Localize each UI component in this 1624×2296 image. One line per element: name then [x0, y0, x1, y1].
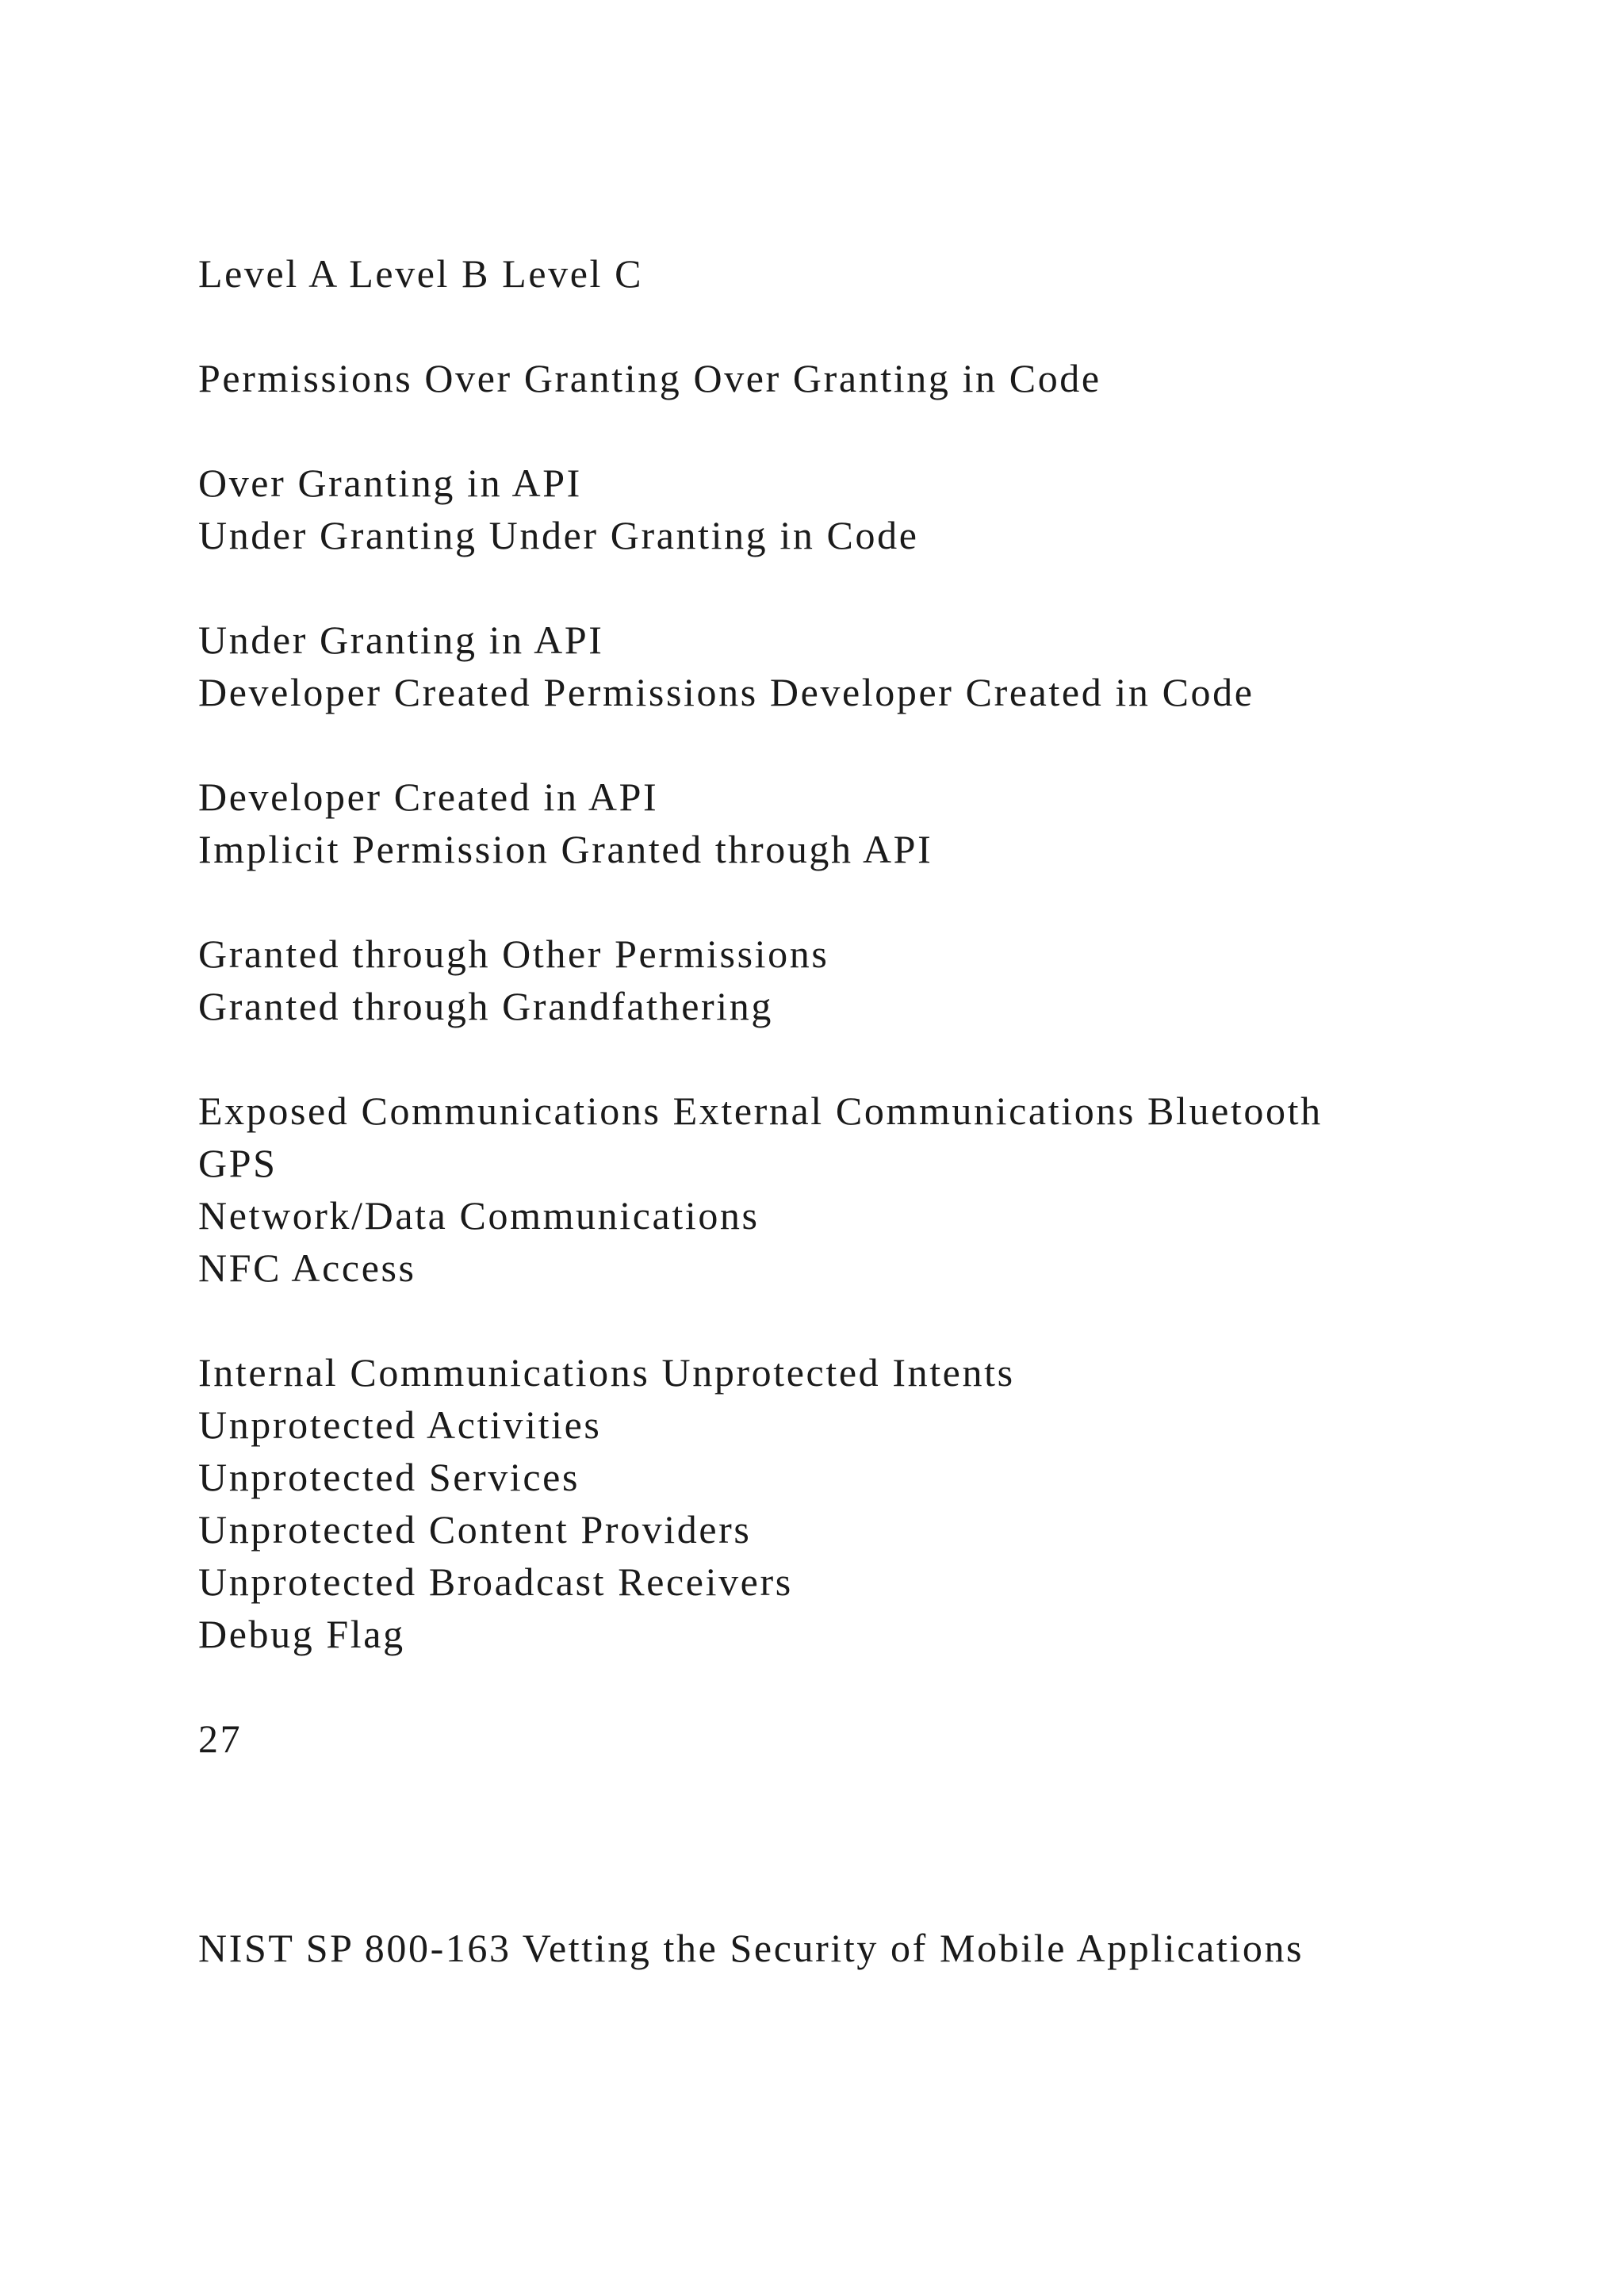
text-line: Under Granting Under Granting in Code	[198, 513, 919, 557]
text-line: Exposed Communications External Communications Bluetooth	[198, 1089, 1323, 1133]
text-line: Developer Created Permissions Developer Created in Code	[198, 670, 1254, 714]
text-line: Developer Created in API	[198, 775, 659, 819]
text-line: Granted through Other Permissions	[198, 932, 829, 976]
page-number: 27	[198, 1716, 243, 1761]
text-line: Implicit Permission Granted through API	[198, 827, 933, 871]
text-line: Granted through Grandfathering	[198, 984, 773, 1028]
text-line: NFC Access	[198, 1246, 416, 1290]
text-line: Debug Flag	[198, 1612, 405, 1656]
text-line: Over Granting in API	[198, 461, 582, 505]
text-line: Unprotected Activities	[198, 1402, 602, 1447]
text-line: Unprotected Content Providers	[198, 1507, 752, 1552]
text-line: Under Granting in API	[198, 618, 604, 662]
text-line: Unprotected Services	[198, 1455, 580, 1499]
document-footer: NIST SP 800-163 Vetting the Security of Mobile Applications	[198, 1926, 1304, 1970]
text-line: Level A Level B Level C	[198, 251, 644, 296]
text-line: Unprotected Broadcast Receivers	[198, 1559, 793, 1604]
text-line: Internal Communications Unprotected Intents	[198, 1350, 1015, 1395]
text-line: Network/Data Communications	[198, 1193, 760, 1238]
text-line: Permissions Over Granting Over Granting in Code	[198, 356, 1101, 400]
text-line: GPS	[198, 1141, 278, 1185]
